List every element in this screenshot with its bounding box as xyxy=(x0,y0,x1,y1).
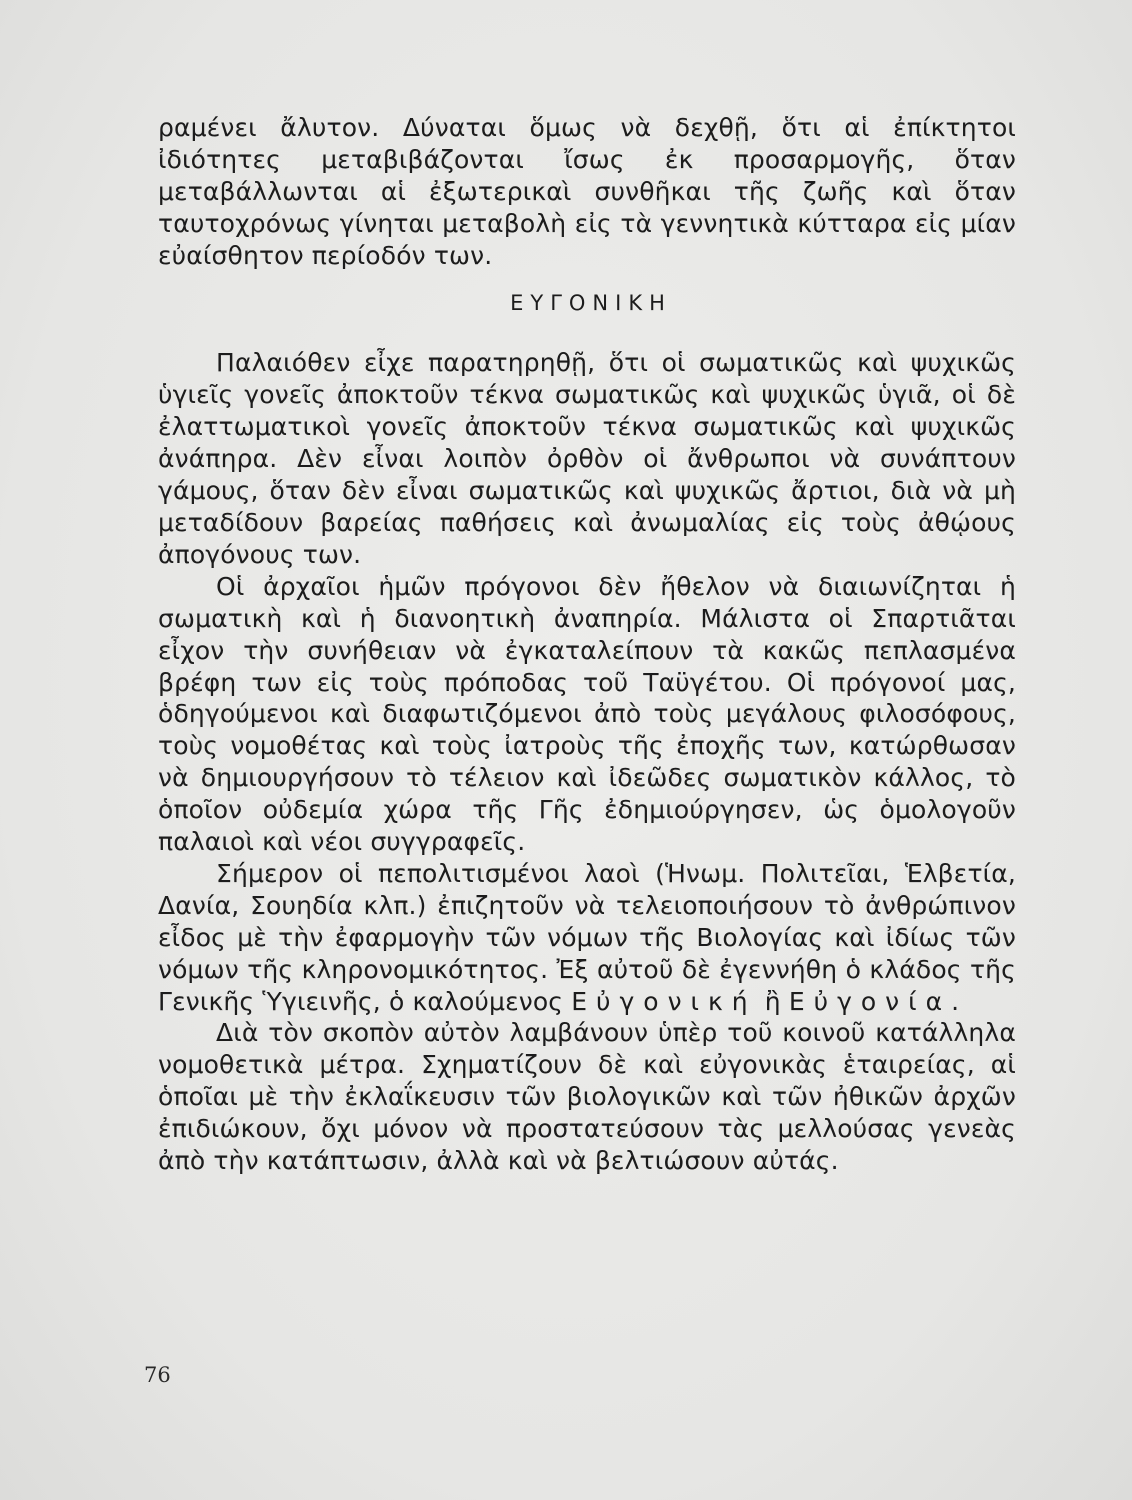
paragraph-3 xyxy=(158,858,1016,1018)
paragraph-1: Παλαιόθεν εἶχε παρατηρηθῇ, ὅτι οἱ σωματικῶς καὶ ψυχικῶς ὑγιεῖς γονεῖς ἀποκτοῦν τέκνα σωματικῶς καὶ ψυχικῶς ὑγιᾶ, οἱ δὲ ἐλαττωματικοὶ γονεῖς ἀποκτοῦν τέκνα σωματικῶς καὶ ψυχικῶς ἀνάπηρα. Δὲν εἶναι λοιπὸν ὀρθὸν οἱ ἄνθρωποι νὰ συνάπτουν γάμους, ὅταν δὲν εἶναι σωματικῶς καὶ ψυχικῶς ἄρτιοι, διὰ νὰ μὴ μεταδίδουν βαρείας παθήσεις καὶ ἀνωμαλίας εἰς τοὺς ἀθῴους ἀπογόνους των. xyxy=(158,348,1016,569)
paragraph-2: Οἱ ἀρχαῖοι ἡμῶν πρόγονοι δὲν ἤθελον νὰ διαιωνίζηται ἡ σωματικὴ καὶ ἡ διανοητικὴ ἀναπηρία. Μάλιστα οἱ Σπαρτιᾶται εἶχον τὴν συνήθειαν νὰ ἐγκαταλείπουν τὰ κακῶς πεπλασμένα βρέφη των εἰς τοὺς πρόποδας τοῦ Ταϋγέτου. Οἱ πρόγονοί μας, ὁδηγούμενοι καὶ διαφωτιζόμενοι ἀπὸ τοὺς μεγάλους φιλοσόφους, τοὺς νομοθέτας καὶ τοὺς ἰατροὺς τῆς ἐποχῆς των, κατώρθωσαν νὰ δημιουργήσουν τὸ τέλειον καὶ ἰδεῶδες σωματικὸν κάλλος, τὸ ὁποῖον οὐδεμία χώρα τῆς Γῆς ἐδημιούργησεν, ὡς ὁμολογοῦν παλαιοὶ καὶ νέοι συγγραφεῖς. xyxy=(158,571,1016,857)
term-eugonia: Εὐγονία xyxy=(788,986,952,1016)
paragraph-4: Διὰ τὸν σκοπὸν αὐτὸν λαμβάνουν ὑπὲρ τοῦ κοινοῦ κατάλληλα νομοθετικὰ μέτρα. Σχηματίζουν δὲ καὶ εὐγονικὰς ἑταιρείας, αἱ ὁποῖαι μὲ τὴν ἐκλαΐκευσιν τῶν βιολογικῶν καὶ τῶν ἠθικῶν ἀρχῶν ἐπιδιώκουν, ὄχι μόνον νὰ προστατεύσουν τὰς μελλούσας γενεὰς ἀπὸ τὴν κατάπτωσιν, ἀλλὰ καὶ νὰ βελτιώσουν αὐτάς. xyxy=(158,1018,1016,1176)
term-eugoniki: Εὐγονική xyxy=(571,986,757,1016)
conjunction-or: ἢ xyxy=(764,986,781,1016)
page-number: 76 xyxy=(144,1363,171,1387)
section-heading: ΕΥΓΟΝΙΚΗ xyxy=(510,290,672,315)
paragraph-3-end: . xyxy=(951,986,960,1016)
intro-paragraph: ραμένει ἄλυτον. Δύναται ὅμως νὰ δεχθῇ, ὅτι αἱ ἐπίκτητοι ἰδιότητες μεταβιβάζονται ἴσως ἐκ προσαρμογῆς, ὅταν μεταβάλλωνται αἱ ἐξωτερικαὶ συνθῆκαι τῆς ζωῆς καὶ ὅταν ταυτοχρόνως γίνηται μεταβολὴ εἰς τὰ γεννητικὰ κύτταρα εἰς μίαν εὐαίσθητον περίοδόν των. xyxy=(158,113,1016,270)
page-body xyxy=(158,112,1016,1177)
paragraph-3-text: Σήμερον οἱ πεπολιτισμένοι λαοὶ (Ἡνωμ. Πολιτεῖαι, Ἑλβετία, Δανία, Σουηδία κλπ.) ἐπιζητοῦν νὰ τελειοποιήσουν τὸ ἀνθρώπινον εἶδος μὲ τὴν ἐφαρμογὴν τῶν νόμων τῆς Βιολογίας καὶ ἰδίως τῶν νόμων τῆς κληρονομικότητος. Ἐξ αὐτοῦ δὲ ἐγεννήθη ὁ κλάδος τῆς Γενικῆς Ὑγιεινῆς, ὁ καλούμενος xyxy=(158,858,1016,1016)
